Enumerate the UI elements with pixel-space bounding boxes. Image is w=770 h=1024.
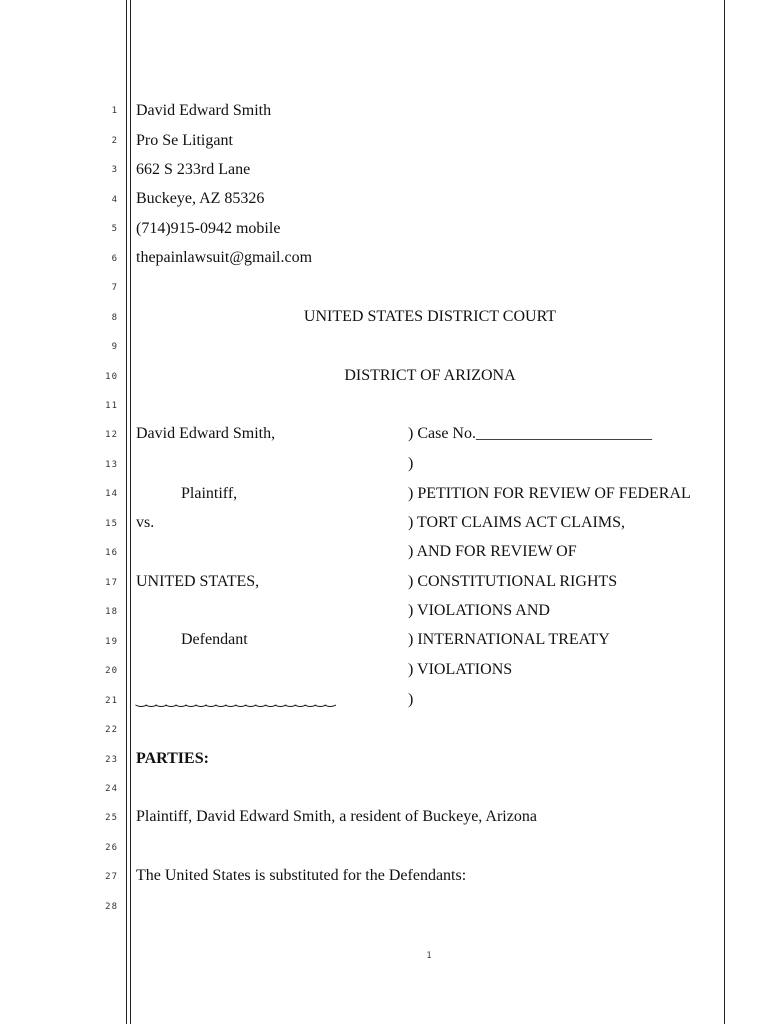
page-number: 1: [426, 951, 432, 961]
line-number: 1: [111, 106, 118, 116]
author-phone: (714)915-0942 mobile: [136, 220, 281, 237]
line-number: 21: [105, 696, 118, 706]
left-margin-rule-inner: [130, 0, 131, 1024]
line-number: 23: [105, 755, 118, 765]
caption-title-line: ) VIOLATIONS AND: [408, 602, 550, 619]
caption-case-number: ) Case No.______________________: [408, 425, 652, 442]
line-number: 5: [111, 224, 118, 234]
author-role: Pro Se Litigant: [136, 132, 233, 149]
caption-plaintiff-label: Plaintiff,: [181, 485, 238, 502]
line-number: 11: [105, 401, 118, 411]
line-number: 6: [111, 254, 118, 264]
caption-vs: vs.: [136, 514, 155, 531]
line-number: 3: [111, 165, 118, 175]
line-number: 22: [105, 725, 118, 735]
line-number: 17: [105, 578, 118, 588]
line-number: 20: [105, 666, 118, 676]
parties-defendant: The United States is substituted for the Defendants:: [136, 867, 467, 884]
author-email: thepainlawsuit@gmail.com: [136, 249, 313, 266]
parties-plaintiff: Plaintiff, David Edward Smith, a resident of Buckeye, Arizona: [136, 808, 537, 825]
line-number: 4: [111, 195, 118, 205]
parties-heading: PARTIES:: [136, 750, 209, 767]
line-number: 15: [105, 519, 118, 529]
caption-underline: ‿‿‿‿‿‿‿‿‿‿‿‿‿‿‿‿‿‿‿‿: [136, 692, 335, 707]
caption-title-line: ) VIOLATIONS: [408, 661, 513, 678]
line-number: 12: [105, 430, 118, 440]
line-number: 10: [105, 372, 118, 382]
line-number: 14: [105, 489, 118, 499]
line-number: 8: [111, 313, 118, 323]
caption-title-line: ) INTERNATIONAL TREATY: [408, 631, 610, 648]
line-number: 27: [105, 872, 118, 882]
author-address-line1: 662 S 233rd Lane: [136, 161, 251, 178]
caption-paren: ): [408, 455, 414, 472]
caption-defendant-name: UNITED STATES,: [136, 573, 260, 590]
caption-title-line: ) TORT CLAIMS ACT CLAIMS,: [408, 514, 626, 531]
caption-title-line: ) CONSTITUTIONAL RIGHTS: [408, 573, 618, 590]
caption-plaintiff-name: David Edward Smith,: [136, 425, 276, 442]
right-margin-rule: [724, 0, 725, 1024]
caption-paren: ): [408, 691, 414, 708]
line-number: 19: [105, 637, 118, 647]
line-number: 26: [105, 843, 118, 853]
line-number: 25: [105, 813, 118, 823]
caption-title-line: ) PETITION FOR REVIEW OF FEDERAL: [408, 485, 691, 502]
line-number: 9: [111, 342, 118, 352]
line-number: 18: [105, 607, 118, 617]
author-name: David Edward Smith: [136, 102, 272, 119]
line-number: 16: [105, 548, 118, 558]
line-number: 2: [111, 136, 118, 146]
court-district: DISTRICT OF ARIZONA: [344, 367, 516, 384]
caption-defendant-label: Defendant: [181, 631, 248, 648]
line-number: 13: [105, 460, 118, 470]
left-margin-rule-outer: [126, 0, 127, 1024]
court-name: UNITED STATES DISTRICT COURT: [303, 308, 557, 325]
line-number: 24: [105, 784, 118, 794]
caption-title-line: ) AND FOR REVIEW OF: [408, 543, 577, 560]
line-number: 28: [105, 902, 118, 912]
line-number: 7: [111, 283, 118, 293]
author-address-line2: Buckeye, AZ 85326: [136, 190, 265, 207]
